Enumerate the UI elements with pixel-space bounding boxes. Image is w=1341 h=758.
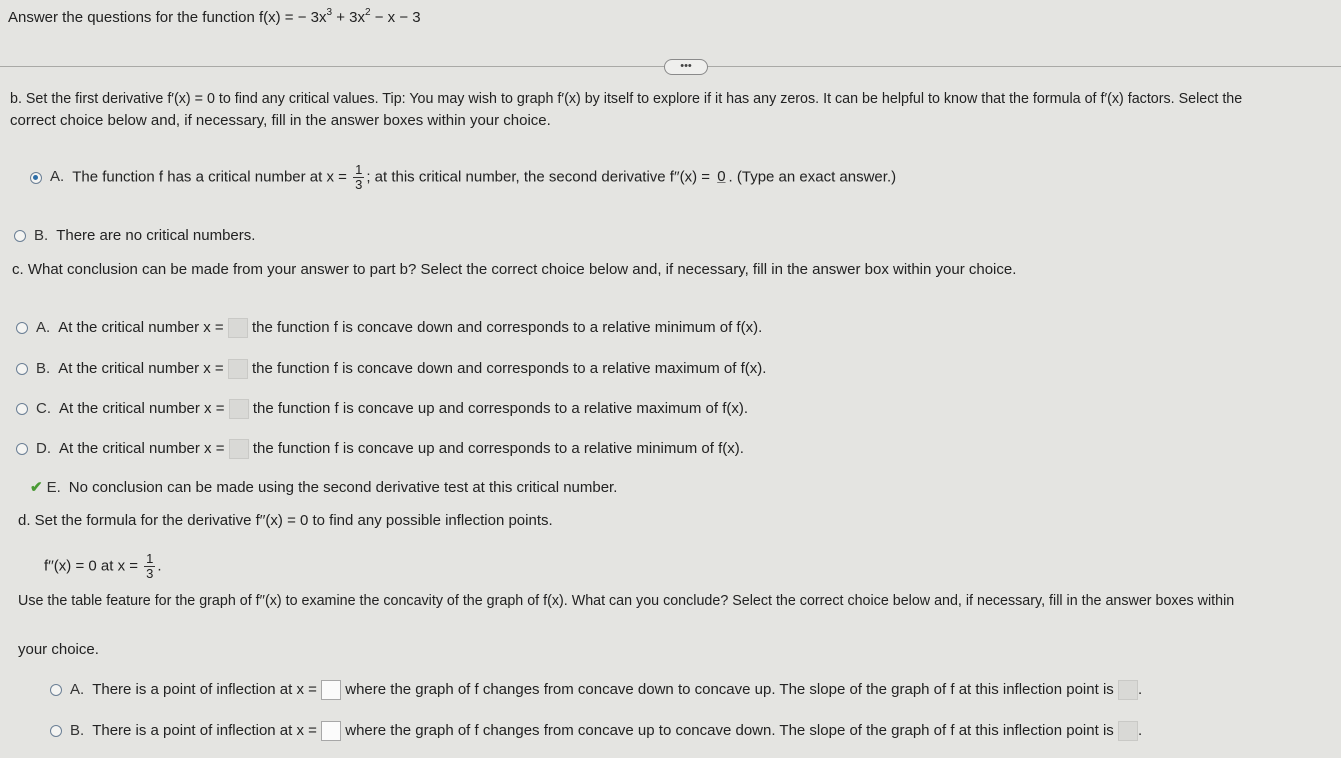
radio-c-b[interactable] — [16, 363, 28, 375]
option-post: where the graph of f changes from concave up to concave down. The slope of the graph of f at this inflection point is — [345, 721, 1114, 739]
radio-c-a[interactable] — [16, 322, 28, 334]
option-pre: There is a point of inflection at x = — [92, 680, 317, 698]
part-c-option-c[interactable] — [16, 399, 748, 419]
answer-post: . — [157, 557, 162, 575]
option-letter: A. — [50, 168, 65, 186]
critical-number-box[interactable] — [229, 399, 249, 419]
part-c-option-a[interactable] — [16, 318, 762, 338]
option-post: the function f is concave up and corresponds to a relative minimum of f(x). — [252, 439, 744, 457]
option-post: where the graph of f changes from concave down to concave up. The slope of the graph of f at this inflection point is — [345, 680, 1114, 698]
fraction-denominator: 3 — [146, 566, 154, 581]
option-post: the function f is concave down and corresponds to a relative minimum of f(x). — [252, 318, 763, 336]
option-post: the function f is concave down and corresponds to a relative maximum of f(x). — [252, 359, 767, 377]
fraction-denominator: 3 — [355, 177, 363, 192]
part-d-question: d. Set the formula for the derivative f′′(x) = 0 to find any possible inflection points. — [18, 512, 553, 529]
critical-number-box[interactable] — [229, 439, 249, 459]
fraction-numerator: 1 — [146, 551, 154, 566]
radio-d-b[interactable] — [50, 725, 62, 737]
part-b-line1: b. Set the first derivative f′(x) = 0 to find any critical values. Tip: You may wish to graph f′(x) by itself to explore if it has any zeros. It can be helpful to know that the formula of f′(x) factors. Select the — [10, 91, 1243, 107]
option-pre: There is a point of inflection at x = — [92, 721, 317, 739]
part-b-option-b[interactable] — [14, 227, 255, 244]
part-c-question: c. What conclusion can be made from your answer to part b? Select the correct choice below and, if necessary, fill in the answer box within your choice. — [12, 261, 1017, 278]
inflection-fraction — [144, 552, 155, 581]
second-derivative-answer[interactable]: 0 — [717, 168, 726, 186]
answer-pre: f′′(x) = 0 at x = — [44, 557, 138, 575]
option-a-mid: ; at this critical number, the second derivative f′′(x) = — [366, 168, 711, 186]
part-c-option-d[interactable] — [16, 439, 744, 459]
part-c-option-e[interactable] — [30, 478, 617, 496]
option-post: the function f is concave up and corresponds to a relative maximum of f(x). — [252, 399, 749, 417]
option-letter: B. — [34, 227, 49, 244]
option-a-post: . (Type an exact answer.) — [728, 168, 897, 186]
table-feature-line1: Use the table feature for the graph of f′′(x) to examine the concavity of the graph of f(x). What can you conclude? Select the correct choice below and, if necessary, fill in the answer boxes within — [18, 593, 1235, 609]
part-d-option-a[interactable] — [50, 680, 1142, 700]
slope-box[interactable] — [1118, 721, 1138, 741]
option-letter: B. — [36, 359, 51, 377]
option-letter: B. — [70, 721, 85, 739]
part-d-answer — [44, 552, 162, 581]
slope-box[interactable] — [1118, 680, 1138, 700]
part-b-option-a[interactable] — [30, 163, 896, 192]
period: . — [1137, 680, 1143, 698]
more-button[interactable]: ••• — [664, 59, 708, 75]
option-pre: At the critical number x = — [59, 399, 225, 417]
header-term3: − x − 3 — [370, 9, 421, 26]
option-pre: At the critical number x = — [59, 439, 225, 457]
option-text: No conclusion can be made using the second derivative test at this critical number. — [68, 479, 618, 496]
fraction-numerator: 1 — [355, 162, 363, 177]
critical-number-box[interactable] — [228, 359, 248, 379]
option-letter: E. — [46, 479, 61, 496]
option-letter: A. — [36, 318, 51, 336]
critical-number-box[interactable] — [228, 318, 248, 338]
header-term2: + 3x — [332, 9, 366, 26]
exponent-3: 3 — [326, 7, 333, 18]
option-b-text: There are no critical numbers. — [56, 227, 256, 244]
option-pre: At the critical number x = — [58, 318, 224, 336]
radio-b-a[interactable] — [30, 172, 42, 184]
radio-c-d[interactable] — [16, 443, 28, 455]
header-prompt: Answer the questions for the function f(x) = − 3x — [8, 9, 327, 26]
option-letter: C. — [36, 399, 51, 417]
radio-d-a[interactable] — [50, 684, 62, 696]
exponent-2: 2 — [365, 7, 371, 18]
function-header — [8, 9, 421, 26]
period: . — [1137, 721, 1143, 739]
option-a-pre: The function f has a critical number at x = — [72, 168, 347, 186]
option-letter: A. — [70, 680, 85, 698]
option-pre: At the critical number x = — [58, 359, 224, 377]
option-letter: D. — [36, 439, 51, 457]
part-b-line2: correct choice below and, if necessary, fill in the answer boxes within your choice. — [10, 112, 551, 129]
radio-b-b[interactable] — [14, 230, 26, 242]
table-feature-line2: your choice. — [18, 641, 99, 658]
checkmark-icon: ✔ — [30, 479, 43, 496]
part-d-option-b[interactable] — [50, 721, 1142, 741]
inflection-x-box[interactable] — [321, 721, 341, 741]
critical-number-fraction — [353, 163, 364, 192]
inflection-x-box[interactable] — [321, 680, 341, 700]
part-c-option-b[interactable] — [16, 359, 766, 379]
radio-c-c[interactable] — [16, 403, 28, 415]
